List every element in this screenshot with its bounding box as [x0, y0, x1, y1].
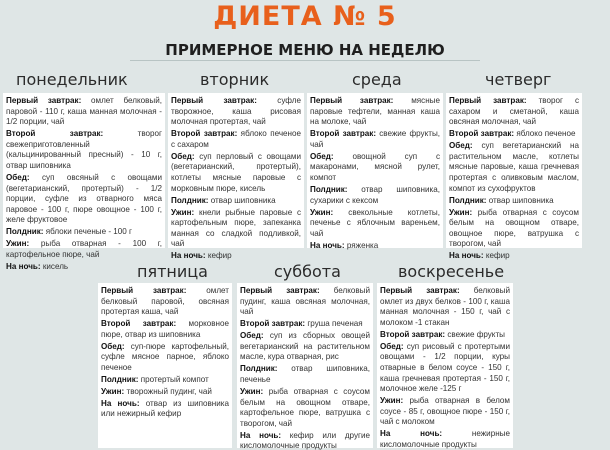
meal-text: рыба отварная в белом соусе - 85 г, овощное пюре - 150 г, чай с молоком: [380, 396, 510, 427]
meal-text: отвар из шиповника или нежирный кефир: [101, 398, 229, 419]
meal-label: Обед:: [380, 341, 404, 351]
day-heading-saturday: суббота: [274, 262, 341, 281]
day-heading-friday: пятница: [137, 262, 208, 281]
meal-entry: [310, 208, 440, 240]
meal-entry: [6, 239, 162, 260]
meal-entry: [310, 96, 440, 128]
meal-entry: [310, 129, 440, 150]
meal-entry: [310, 241, 440, 252]
meal-label: Полдник:: [310, 184, 348, 194]
meal-label: Ужин:: [6, 239, 30, 249]
meal-entry: [449, 141, 579, 194]
meal-text: яблоко печеное: [514, 129, 576, 139]
meal-text: творог с сахаром и сметаной, каша овсяная молочная, чай: [449, 96, 579, 127]
meal-text: мясные паровые тефтели, манная каша на молоке, чай: [310, 96, 440, 127]
meal-entry: [6, 262, 162, 273]
meal-label: Обед:: [310, 151, 334, 161]
meal-text: груша печеная: [305, 319, 363, 329]
meal-entry: [449, 251, 579, 262]
meal-text: суп перловый с овощами (вегетарианский, протертый), котлеты мясные паровые с морковным пюре, кисель: [171, 151, 301, 193]
meal-entry: [240, 387, 370, 429]
day-card: [237, 283, 373, 448]
meal-entry: [171, 96, 301, 128]
meal-text: белковый пудинг, каша овсяная молочная, чай: [240, 286, 370, 317]
meal-entry: [101, 319, 229, 340]
meal-text: овощной суп с макаронами, мясной рулет, компот: [310, 151, 440, 182]
meal-label: Обед:: [449, 141, 473, 151]
meal-text: творожный пудинг, чай: [124, 386, 212, 396]
meal-label: На ночь:: [101, 398, 140, 408]
meal-label: Второй завтрак:: [240, 319, 306, 329]
meal-label: На ночь:: [449, 251, 484, 261]
meal-entry: [310, 185, 440, 206]
meal-text: суп овсяный с овощами (вегетарианский, протертый) - 1/2 порции, суфле из отварного мяса паровое - 100 г, пюре овощное - 100 г, желе фруктовое: [6, 172, 162, 225]
meal-label: На ночь:: [6, 261, 41, 271]
meal-entry: [171, 208, 301, 250]
meal-text: отвар шиповника, печенье: [240, 364, 370, 384]
meal-text: кнели рыбные паровые с картофельным пюре, запеканка манная со сладкой подливкой, чай: [171, 207, 301, 249]
meal-text: свежие фрукты, чай: [310, 129, 441, 149]
meal-entry: [101, 286, 229, 318]
day-card: [168, 93, 304, 261]
meal-label: Второй завтрак:: [171, 129, 238, 139]
meal-entry: [240, 331, 370, 363]
meal-label: Полдник:: [101, 374, 139, 384]
meal-label: Второй завтрак:: [6, 129, 104, 139]
page-title: ДИЕТА № 5: [213, 1, 397, 32]
meal-label: Первый завтрак:: [380, 286, 460, 295]
meal-text: отвар шиповника, сухарики с кексом: [310, 184, 440, 205]
title-divider: [130, 60, 480, 61]
meal-text: суп вегетарианский на растительном масле, котлеты мясные паровые, каша гречневая протертая с оливковым маслом, компот из сухофруктов: [449, 141, 579, 193]
meal-text: свекольные котлеты, печенье с яблочным вареньем, чай: [310, 207, 440, 238]
day-heading-tuesday: вторник: [200, 70, 270, 89]
meal-label: Полдник:: [171, 195, 209, 205]
meal-label: Первый завтрак:: [101, 286, 187, 295]
meal-entry: [240, 286, 370, 318]
meal-text: кефир: [205, 251, 232, 261]
day-card: [377, 283, 513, 448]
meal-entry: [171, 129, 301, 150]
meal-label: Полдник:: [449, 195, 487, 205]
meal-label: Второй завтрак:: [101, 319, 177, 329]
page-subtitle: ПРИМЕРНОЕ МЕНЮ НА НЕДЕЛЮ: [165, 41, 445, 59]
meal-label: На ночь:: [171, 251, 206, 261]
meal-label: Первый завтрак:: [240, 286, 320, 295]
meal-entry: [380, 342, 510, 395]
meal-label: Полдник:: [240, 364, 278, 374]
meal-label: Второй завтрак:: [449, 129, 515, 139]
meal-text: суфле творожное, каша рисовая молочная протертая, чай: [171, 96, 301, 127]
meal-label: Обед:: [171, 151, 195, 161]
meal-entry: [380, 396, 510, 428]
meal-entry: [310, 152, 440, 184]
meal-text: яблоко печеное с сахаром: [171, 129, 302, 149]
meal-label: Второй завтрак:: [380, 329, 446, 339]
day-heading-monday: понедельник: [16, 70, 128, 89]
meal-text: ряженка: [344, 240, 379, 250]
meal-text: рыба отварная с соусом белым на овощном отваре, картофельное пюре, ватрушка с творогом, чай: [240, 386, 370, 428]
meal-text: свежие фрукты: [445, 329, 505, 339]
meal-text: отвар шиповника: [486, 195, 554, 205]
meal-entry: [380, 286, 510, 328]
meal-text: омлет белковый, паровой - 110 г, каша манная молочная - 1/2 порции, чай: [6, 96, 162, 127]
meal-text: рыба отварная с соусом белым на овощном отваре, овощное пюре, ватрушка с творогом, чай: [449, 207, 579, 249]
meal-text: омлет белковый паровой, овсяная протертая каша, чай: [101, 286, 229, 317]
meal-entry: [449, 208, 579, 250]
meal-entry: [380, 330, 510, 341]
meal-label: Ужин:: [449, 207, 473, 217]
day-heading-thursday: четверг: [485, 70, 552, 89]
meal-entry: [101, 342, 229, 374]
meal-label: Ужин:: [171, 207, 195, 217]
meal-entry: [449, 129, 579, 140]
meal-label: На ночь:: [380, 429, 443, 439]
meal-entry: [171, 251, 301, 262]
meal-entry: [101, 387, 229, 398]
meal-label: Ужин:: [101, 386, 125, 396]
meal-label: Обед:: [101, 341, 125, 351]
meal-label: Первый завтрак:: [449, 96, 527, 105]
meal-entry: [6, 129, 162, 171]
meal-label: Обед:: [240, 331, 264, 341]
meal-text: суп рисовый с протертыми овощами - 1/2 порции, куры отварные в белом соусе - 150 г, каша гречневая протертая - 150 г, молочное желе -125 г: [380, 341, 510, 394]
meal-text: суп-пюре картофельный, суфле мясное парное, яблоко печеное: [101, 341, 229, 372]
meal-entry: [101, 399, 229, 420]
meal-entry: [240, 319, 370, 330]
day-card: [98, 283, 232, 448]
meal-label: Второй завтрак:: [310, 129, 377, 139]
meal-label: Ужин:: [240, 386, 264, 396]
meal-entry: [240, 431, 370, 450]
meal-label: Первый завтрак:: [310, 96, 394, 105]
meal-label: На ночь:: [310, 240, 345, 250]
meal-text: кефир: [483, 251, 510, 261]
meal-text: суп из сборных овощей вегетарианский на растительном масле, кура отварная, рис: [240, 331, 370, 362]
meal-entry: [6, 173, 162, 226]
meal-text: морковное пюре, отвар из шиповника: [101, 319, 229, 339]
meal-entry: [240, 364, 370, 385]
meal-text: кефир или другие кисломолочные продукты: [240, 430, 370, 450]
meal-text: протертый компот: [138, 374, 209, 384]
meal-text: нежирные кисломолочные продукты: [380, 429, 510, 449]
meal-label: Полдник:: [6, 227, 44, 237]
meal-entry: [171, 152, 301, 194]
meal-entry: [6, 96, 162, 128]
meal-label: Обед:: [6, 172, 30, 182]
day-heading-wednesday: среда: [352, 70, 402, 89]
meal-text: кисель: [40, 261, 69, 271]
meal-label: Первый завтрак:: [6, 96, 82, 105]
meal-label: Первый завтрак:: [171, 96, 257, 105]
meal-text: отвар шиповника: [208, 195, 276, 205]
day-card: [446, 93, 582, 261]
meal-entry: [6, 227, 162, 238]
meal-label: Ужин:: [380, 396, 404, 406]
meal-entry: [449, 196, 579, 207]
meal-entry: [380, 429, 510, 450]
meal-label: На ночь:: [240, 430, 282, 440]
meal-text: белковый омлет из двух белков - 100 г, каша манная молочная - 150 г, чай с молоком -1 стакан: [380, 286, 510, 327]
meal-entry: [171, 196, 301, 207]
day-heading-sunday: воскресенье: [398, 262, 505, 281]
meal-entry: [449, 96, 579, 128]
meal-text: творог свежеприготовленный (кальцинированный пресный) - 10 г, отвар шиповника: [6, 129, 162, 170]
day-card: [307, 93, 443, 248]
day-card: [3, 93, 165, 271]
meal-entry: [101, 375, 229, 386]
meal-label: Ужин:: [310, 207, 334, 217]
meal-text: яблоки печеные - 100 г: [43, 227, 133, 237]
meal-text: рыба отварная - 100 г, картофельное пюре, чай: [6, 239, 162, 259]
